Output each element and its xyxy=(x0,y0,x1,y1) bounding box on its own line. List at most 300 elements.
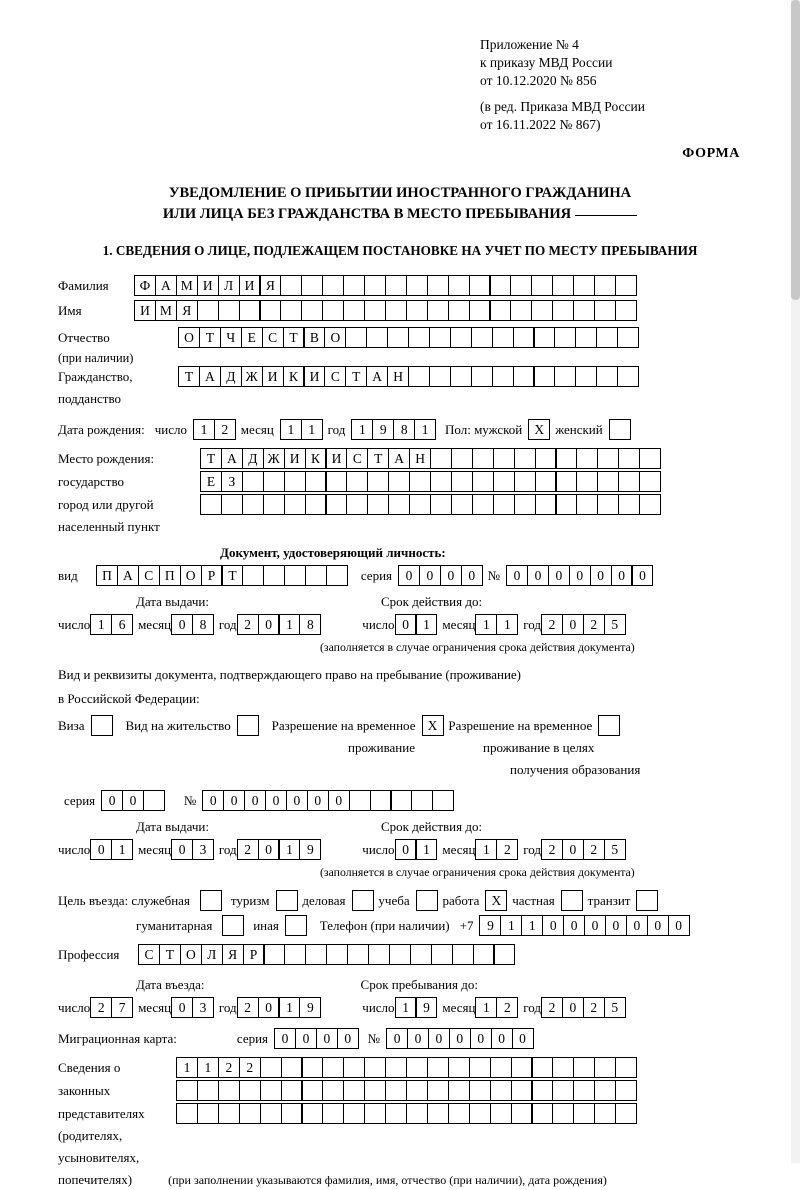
char-cell[interactable] xyxy=(260,1103,282,1124)
stay-valid-month-input[interactable] xyxy=(475,839,517,860)
char-cell[interactable]: 2 xyxy=(583,997,605,1018)
char-cell[interactable] xyxy=(305,471,327,492)
char-cell[interactable]: О xyxy=(178,327,200,348)
scrollbar[interactable] xyxy=(791,0,800,1163)
char-cell[interactable]: Т xyxy=(159,944,181,965)
char-cell[interactable] xyxy=(513,327,535,348)
char-cell[interactable]: 2 xyxy=(583,614,605,635)
char-cell[interactable] xyxy=(617,327,639,348)
char-cell[interactable] xyxy=(200,494,222,515)
char-cell[interactable]: Т xyxy=(199,327,221,348)
char-cell[interactable] xyxy=(448,1080,470,1101)
char-cell[interactable] xyxy=(301,1103,323,1124)
char-cell[interactable]: 1 xyxy=(278,614,300,635)
char-cell[interactable]: 1 xyxy=(500,915,522,936)
char-cell[interactable]: С xyxy=(138,565,160,586)
char-cell[interactable] xyxy=(452,944,474,965)
char-cell[interactable]: X xyxy=(485,890,507,911)
char-cell[interactable] xyxy=(513,366,535,387)
char-cell[interactable] xyxy=(531,275,553,296)
char-cell[interactable] xyxy=(364,1103,386,1124)
birth-day-input[interactable] xyxy=(193,419,235,440)
purpose-business-checkbox[interactable] xyxy=(352,890,373,911)
purpose-private-checkbox[interactable] xyxy=(561,890,582,911)
char-cell[interactable]: Д xyxy=(220,366,242,387)
char-cell[interactable] xyxy=(364,300,386,321)
char-cell[interactable]: 1 xyxy=(415,839,437,860)
doc-issue-month-input[interactable] xyxy=(171,614,213,635)
char-cell[interactable] xyxy=(473,944,495,965)
char-cell[interactable]: Е xyxy=(241,327,263,348)
char-cell[interactable] xyxy=(322,1057,344,1078)
char-cell[interactable]: 8 xyxy=(393,419,415,440)
doc-issue-day-input[interactable] xyxy=(90,614,132,635)
char-cell[interactable] xyxy=(552,1103,574,1124)
purpose-transit-checkbox[interactable] xyxy=(636,890,657,911)
char-cell[interactable]: 0 xyxy=(316,1028,338,1049)
residence-permit-checkbox[interactable] xyxy=(237,715,258,736)
char-cell[interactable] xyxy=(218,1080,240,1101)
char-cell[interactable] xyxy=(284,494,306,515)
char-cell[interactable]: С xyxy=(262,327,284,348)
profession-input[interactable] xyxy=(138,944,514,965)
char-cell[interactable] xyxy=(615,1103,637,1124)
char-cell[interactable] xyxy=(367,494,389,515)
char-cell[interactable]: 1 xyxy=(111,839,133,860)
char-cell[interactable]: С xyxy=(138,944,160,965)
char-cell[interactable]: 0 xyxy=(428,1028,450,1049)
stay-until-month-input[interactable] xyxy=(475,997,517,1018)
char-cell[interactable]: 0 xyxy=(295,1028,317,1049)
char-cell[interactable]: 0 xyxy=(440,565,462,586)
char-cell[interactable] xyxy=(326,565,348,586)
doc-valid-month-input[interactable] xyxy=(475,614,517,635)
entry-month-input[interactable] xyxy=(171,997,213,1018)
char-cell[interactable]: 1 xyxy=(301,419,323,440)
char-cell[interactable] xyxy=(448,275,470,296)
mig-series-input[interactable] xyxy=(274,1028,358,1049)
char-cell[interactable]: 0 xyxy=(171,997,193,1018)
char-cell[interactable] xyxy=(347,944,369,965)
char-cell[interactable]: X xyxy=(422,715,444,736)
char-cell[interactable] xyxy=(410,944,432,965)
char-cell[interactable]: 8 xyxy=(299,614,321,635)
stay-valid-day-input[interactable] xyxy=(395,839,437,860)
char-cell[interactable] xyxy=(389,944,411,965)
char-cell[interactable] xyxy=(276,890,298,911)
stay-until-year-input[interactable] xyxy=(541,997,625,1018)
char-cell[interactable] xyxy=(326,944,348,965)
char-cell[interactable] xyxy=(573,275,595,296)
char-cell[interactable] xyxy=(352,890,374,911)
char-cell[interactable] xyxy=(451,471,473,492)
char-cell[interactable]: 0 xyxy=(274,1028,296,1049)
char-cell[interactable] xyxy=(451,494,473,515)
char-cell[interactable] xyxy=(346,494,368,515)
char-cell[interactable]: И xyxy=(303,366,325,387)
char-cell[interactable] xyxy=(385,300,407,321)
char-cell[interactable]: М xyxy=(155,300,177,321)
char-cell[interactable] xyxy=(615,1057,637,1078)
char-cell[interactable] xyxy=(531,300,553,321)
sex-male-checkbox[interactable] xyxy=(528,419,549,440)
char-cell[interactable] xyxy=(387,327,409,348)
char-cell[interactable]: 3 xyxy=(192,997,214,1018)
char-cell[interactable] xyxy=(427,1080,449,1101)
char-cell[interactable] xyxy=(427,1103,449,1124)
char-cell[interactable] xyxy=(301,1057,323,1078)
char-cell[interactable] xyxy=(554,366,576,387)
char-cell[interactable]: Ж xyxy=(263,448,285,469)
char-cell[interactable] xyxy=(555,448,577,469)
char-cell[interactable] xyxy=(510,300,532,321)
char-cell[interactable] xyxy=(259,300,281,321)
char-cell[interactable] xyxy=(301,1080,323,1101)
char-cell[interactable]: Р xyxy=(243,944,265,965)
char-cell[interactable]: 9 xyxy=(372,419,394,440)
char-cell[interactable]: Ж xyxy=(241,366,263,387)
char-cell[interactable] xyxy=(493,494,515,515)
char-cell[interactable]: Н xyxy=(387,366,409,387)
char-cell[interactable]: 0 xyxy=(527,565,549,586)
char-cell[interactable]: 0 xyxy=(668,915,690,936)
char-cell[interactable]: 0 xyxy=(202,790,224,811)
char-cell[interactable] xyxy=(492,366,514,387)
stay-valid-year-input[interactable] xyxy=(541,839,625,860)
char-cell[interactable]: 2 xyxy=(237,839,259,860)
char-cell[interactable]: Т xyxy=(221,565,243,586)
char-cell[interactable] xyxy=(408,327,430,348)
char-cell[interactable] xyxy=(427,1057,449,1078)
char-cell[interactable]: 1 xyxy=(475,839,497,860)
char-cell[interactable] xyxy=(406,1080,428,1101)
char-cell[interactable] xyxy=(325,471,347,492)
char-cell[interactable] xyxy=(388,471,410,492)
char-cell[interactable] xyxy=(408,366,430,387)
char-cell[interactable] xyxy=(535,448,557,469)
char-cell[interactable] xyxy=(561,890,583,911)
char-cell[interactable]: 0 xyxy=(631,565,653,586)
char-cell[interactable] xyxy=(406,1057,428,1078)
char-cell[interactable] xyxy=(448,1057,470,1078)
char-cell[interactable]: 0 xyxy=(258,614,280,635)
char-cell[interactable] xyxy=(576,471,598,492)
char-cell[interactable]: 0 xyxy=(386,1028,408,1049)
char-cell[interactable] xyxy=(429,366,451,387)
char-cell[interactable] xyxy=(636,890,658,911)
char-cell[interactable] xyxy=(284,471,306,492)
char-cell[interactable]: 1 xyxy=(395,997,417,1018)
char-cell[interactable] xyxy=(343,1057,365,1078)
char-cell[interactable]: О xyxy=(180,944,202,965)
char-cell[interactable] xyxy=(385,275,407,296)
char-cell[interactable] xyxy=(489,300,511,321)
char-cell[interactable]: И xyxy=(262,366,284,387)
char-cell[interactable] xyxy=(427,275,449,296)
char-cell[interactable]: П xyxy=(96,565,118,586)
char-cell[interactable] xyxy=(409,471,431,492)
char-cell[interactable]: А xyxy=(117,565,139,586)
char-cell[interactable] xyxy=(492,327,514,348)
char-cell[interactable] xyxy=(531,1103,553,1124)
visa-checkbox[interactable] xyxy=(91,715,112,736)
char-cell[interactable] xyxy=(511,1057,533,1078)
entry-day-input[interactable] xyxy=(90,997,132,1018)
char-cell[interactable]: 1 xyxy=(475,997,497,1018)
char-cell[interactable] xyxy=(514,448,536,469)
char-cell[interactable] xyxy=(510,275,532,296)
char-cell[interactable]: И xyxy=(325,448,347,469)
char-cell[interactable]: 1 xyxy=(475,614,497,635)
char-cell[interactable] xyxy=(237,715,259,736)
char-cell[interactable] xyxy=(322,300,344,321)
char-cell[interactable]: 0 xyxy=(307,790,329,811)
char-cell[interactable]: 2 xyxy=(214,419,236,440)
char-cell[interactable] xyxy=(472,471,494,492)
char-cell[interactable] xyxy=(364,275,386,296)
char-cell[interactable] xyxy=(469,275,491,296)
char-cell[interactable]: Т xyxy=(283,327,305,348)
char-cell[interactable] xyxy=(346,471,368,492)
char-cell[interactable] xyxy=(596,327,618,348)
char-cell[interactable]: 1 xyxy=(351,419,373,440)
char-cell[interactable]: С xyxy=(346,448,368,469)
stay-issue-year-input[interactable] xyxy=(237,839,321,860)
char-cell[interactable] xyxy=(260,1080,282,1101)
char-cell[interactable]: 2 xyxy=(237,614,259,635)
char-cell[interactable]: 9 xyxy=(299,997,321,1018)
doc-valid-day-input[interactable] xyxy=(395,614,437,635)
char-cell[interactable] xyxy=(176,1080,198,1101)
char-cell[interactable] xyxy=(469,1103,491,1124)
char-cell[interactable] xyxy=(573,1057,595,1078)
char-cell[interactable] xyxy=(432,790,454,811)
char-cell[interactable] xyxy=(594,300,616,321)
char-cell[interactable] xyxy=(594,1057,616,1078)
char-cell[interactable] xyxy=(343,1080,365,1101)
char-cell[interactable]: Ф xyxy=(134,275,156,296)
char-cell[interactable]: 0 xyxy=(605,915,627,936)
char-cell[interactable] xyxy=(575,327,597,348)
char-cell[interactable] xyxy=(239,1080,261,1101)
char-cell[interactable]: 1 xyxy=(521,915,543,936)
char-cell[interactable] xyxy=(284,565,306,586)
char-cell[interactable]: 2 xyxy=(583,839,605,860)
char-cell[interactable] xyxy=(322,1103,344,1124)
char-cell[interactable] xyxy=(368,944,390,965)
char-cell[interactable] xyxy=(385,1080,407,1101)
char-cell[interactable] xyxy=(406,275,428,296)
char-cell[interactable] xyxy=(143,790,165,811)
char-cell[interactable]: 8 xyxy=(192,614,214,635)
char-cell[interactable]: 0 xyxy=(171,839,193,860)
char-cell[interactable]: 0 xyxy=(265,790,287,811)
char-cell[interactable] xyxy=(609,419,631,440)
char-cell[interactable]: 0 xyxy=(395,839,417,860)
char-cell[interactable] xyxy=(533,327,555,348)
char-cell[interactable]: О xyxy=(324,327,346,348)
char-cell[interactable] xyxy=(385,1103,407,1124)
char-cell[interactable] xyxy=(472,448,494,469)
char-cell[interactable] xyxy=(429,327,451,348)
char-cell[interactable] xyxy=(406,300,428,321)
char-cell[interactable] xyxy=(514,494,536,515)
char-cell[interactable] xyxy=(597,448,619,469)
char-cell[interactable] xyxy=(239,300,261,321)
char-cell[interactable] xyxy=(370,790,392,811)
char-cell[interactable] xyxy=(221,494,243,515)
char-cell[interactable]: Е xyxy=(200,471,222,492)
char-cell[interactable] xyxy=(639,448,661,469)
char-cell[interactable]: 0 xyxy=(563,915,585,936)
purpose-other-checkbox[interactable] xyxy=(285,915,306,936)
char-cell[interactable] xyxy=(531,1080,553,1101)
char-cell[interactable]: 0 xyxy=(328,790,350,811)
char-cell[interactable]: 0 xyxy=(395,614,417,635)
char-cell[interactable]: 0 xyxy=(171,614,193,635)
char-cell[interactable] xyxy=(618,494,640,515)
char-cell[interactable] xyxy=(305,565,327,586)
char-cell[interactable] xyxy=(322,1080,344,1101)
char-cell[interactable]: И xyxy=(134,300,156,321)
char-cell[interactable] xyxy=(490,1103,512,1124)
char-cell[interactable]: Я xyxy=(176,300,198,321)
char-cell[interactable]: А xyxy=(221,448,243,469)
scrollbar-thumb[interactable] xyxy=(791,0,800,300)
char-cell[interactable]: 2 xyxy=(541,839,563,860)
char-cell[interactable]: Р xyxy=(201,565,223,586)
char-cell[interactable] xyxy=(576,448,598,469)
char-cell[interactable] xyxy=(367,471,389,492)
char-cell[interactable]: Я xyxy=(259,275,281,296)
phone-input[interactable] xyxy=(479,915,688,936)
char-cell[interactable] xyxy=(615,1080,637,1101)
char-cell[interactable]: 0 xyxy=(562,614,584,635)
purpose-humanitarian-checkbox[interactable] xyxy=(222,915,243,936)
char-cell[interactable] xyxy=(471,366,493,387)
char-cell[interactable] xyxy=(430,494,452,515)
char-cell[interactable]: К xyxy=(283,366,305,387)
char-cell[interactable] xyxy=(594,1080,616,1101)
char-cell[interactable] xyxy=(176,1103,198,1124)
char-cell[interactable] xyxy=(554,327,576,348)
char-cell[interactable] xyxy=(493,944,515,965)
doc-valid-year-input[interactable] xyxy=(541,614,625,635)
doc-series-input[interactable] xyxy=(398,565,482,586)
char-cell[interactable]: 9 xyxy=(479,915,501,936)
mig-number-input[interactable] xyxy=(386,1028,532,1049)
temp-residence-checkbox[interactable] xyxy=(422,715,443,736)
char-cell[interactable] xyxy=(218,300,240,321)
char-cell[interactable] xyxy=(552,1080,574,1101)
char-cell[interactable] xyxy=(427,300,449,321)
char-cell[interactable]: 0 xyxy=(512,1028,534,1049)
citizenship-input[interactable] xyxy=(178,366,638,387)
char-cell[interactable]: 0 xyxy=(506,565,528,586)
char-cell[interactable]: 0 xyxy=(542,915,564,936)
char-cell[interactable] xyxy=(281,1080,303,1101)
doc-kind-input[interactable] xyxy=(96,565,347,586)
char-cell[interactable] xyxy=(555,471,577,492)
char-cell[interactable]: 2 xyxy=(496,997,518,1018)
char-cell[interactable]: 1 xyxy=(176,1057,198,1078)
surname-input[interactable] xyxy=(134,275,636,296)
char-cell[interactable] xyxy=(305,494,327,515)
char-cell[interactable]: 0 xyxy=(626,915,648,936)
char-cell[interactable]: Т xyxy=(200,448,222,469)
char-cell[interactable]: 0 xyxy=(101,790,123,811)
char-cell[interactable]: 0 xyxy=(491,1028,513,1049)
char-cell[interactable] xyxy=(345,327,367,348)
birth-city-row3-input[interactable] xyxy=(200,494,660,515)
char-cell[interactable] xyxy=(409,494,431,515)
char-cell[interactable] xyxy=(197,1080,219,1101)
char-cell[interactable]: И xyxy=(239,275,261,296)
char-cell[interactable]: Н xyxy=(409,448,431,469)
char-cell[interactable] xyxy=(242,494,264,515)
stay-issue-month-input[interactable] xyxy=(171,839,213,860)
char-cell[interactable] xyxy=(197,300,219,321)
char-cell[interactable]: 2 xyxy=(541,997,563,1018)
char-cell[interactable]: П xyxy=(159,565,181,586)
legal-reps-row1-input[interactable] xyxy=(176,1057,636,1078)
char-cell[interactable]: X xyxy=(528,419,550,440)
edu-residence-checkbox[interactable] xyxy=(598,715,619,736)
char-cell[interactable] xyxy=(242,565,264,586)
char-cell[interactable]: А xyxy=(388,448,410,469)
char-cell[interactable]: А xyxy=(199,366,221,387)
char-cell[interactable]: Л xyxy=(201,944,223,965)
char-cell[interactable] xyxy=(597,494,619,515)
char-cell[interactable] xyxy=(242,471,264,492)
char-cell[interactable] xyxy=(263,944,285,965)
char-cell[interactable] xyxy=(280,300,302,321)
birth-month-input[interactable] xyxy=(280,419,322,440)
char-cell[interactable]: 2 xyxy=(218,1057,240,1078)
char-cell[interactable] xyxy=(222,915,244,936)
char-cell[interactable] xyxy=(469,1080,491,1101)
char-cell[interactable] xyxy=(535,494,557,515)
sex-female-checkbox[interactable] xyxy=(609,419,630,440)
char-cell[interactable] xyxy=(618,448,640,469)
char-cell[interactable]: 3 xyxy=(192,839,214,860)
char-cell[interactable] xyxy=(431,944,453,965)
char-cell[interactable]: 0 xyxy=(562,997,584,1018)
char-cell[interactable]: Ч xyxy=(220,327,242,348)
char-cell[interactable]: 0 xyxy=(611,565,633,586)
char-cell[interactable]: 6 xyxy=(111,614,133,635)
char-cell[interactable]: 0 xyxy=(407,1028,429,1049)
char-cell[interactable] xyxy=(493,448,515,469)
char-cell[interactable] xyxy=(281,1057,303,1078)
char-cell[interactable]: 0 xyxy=(244,790,266,811)
char-cell[interactable] xyxy=(618,471,640,492)
char-cell[interactable] xyxy=(552,275,574,296)
char-cell[interactable] xyxy=(469,1057,491,1078)
char-cell[interactable]: 0 xyxy=(419,565,441,586)
char-cell[interactable]: И xyxy=(284,448,306,469)
char-cell[interactable]: 7 xyxy=(111,997,133,1018)
char-cell[interactable]: 2 xyxy=(496,839,518,860)
char-cell[interactable]: 1 xyxy=(197,1057,219,1078)
char-cell[interactable]: 1 xyxy=(90,614,112,635)
stay-issue-day-input[interactable] xyxy=(90,839,132,860)
char-cell[interactable] xyxy=(573,300,595,321)
char-cell[interactable] xyxy=(594,275,616,296)
char-cell[interactable]: 5 xyxy=(604,997,626,1018)
char-cell[interactable] xyxy=(535,471,557,492)
char-cell[interactable] xyxy=(511,1080,533,1101)
